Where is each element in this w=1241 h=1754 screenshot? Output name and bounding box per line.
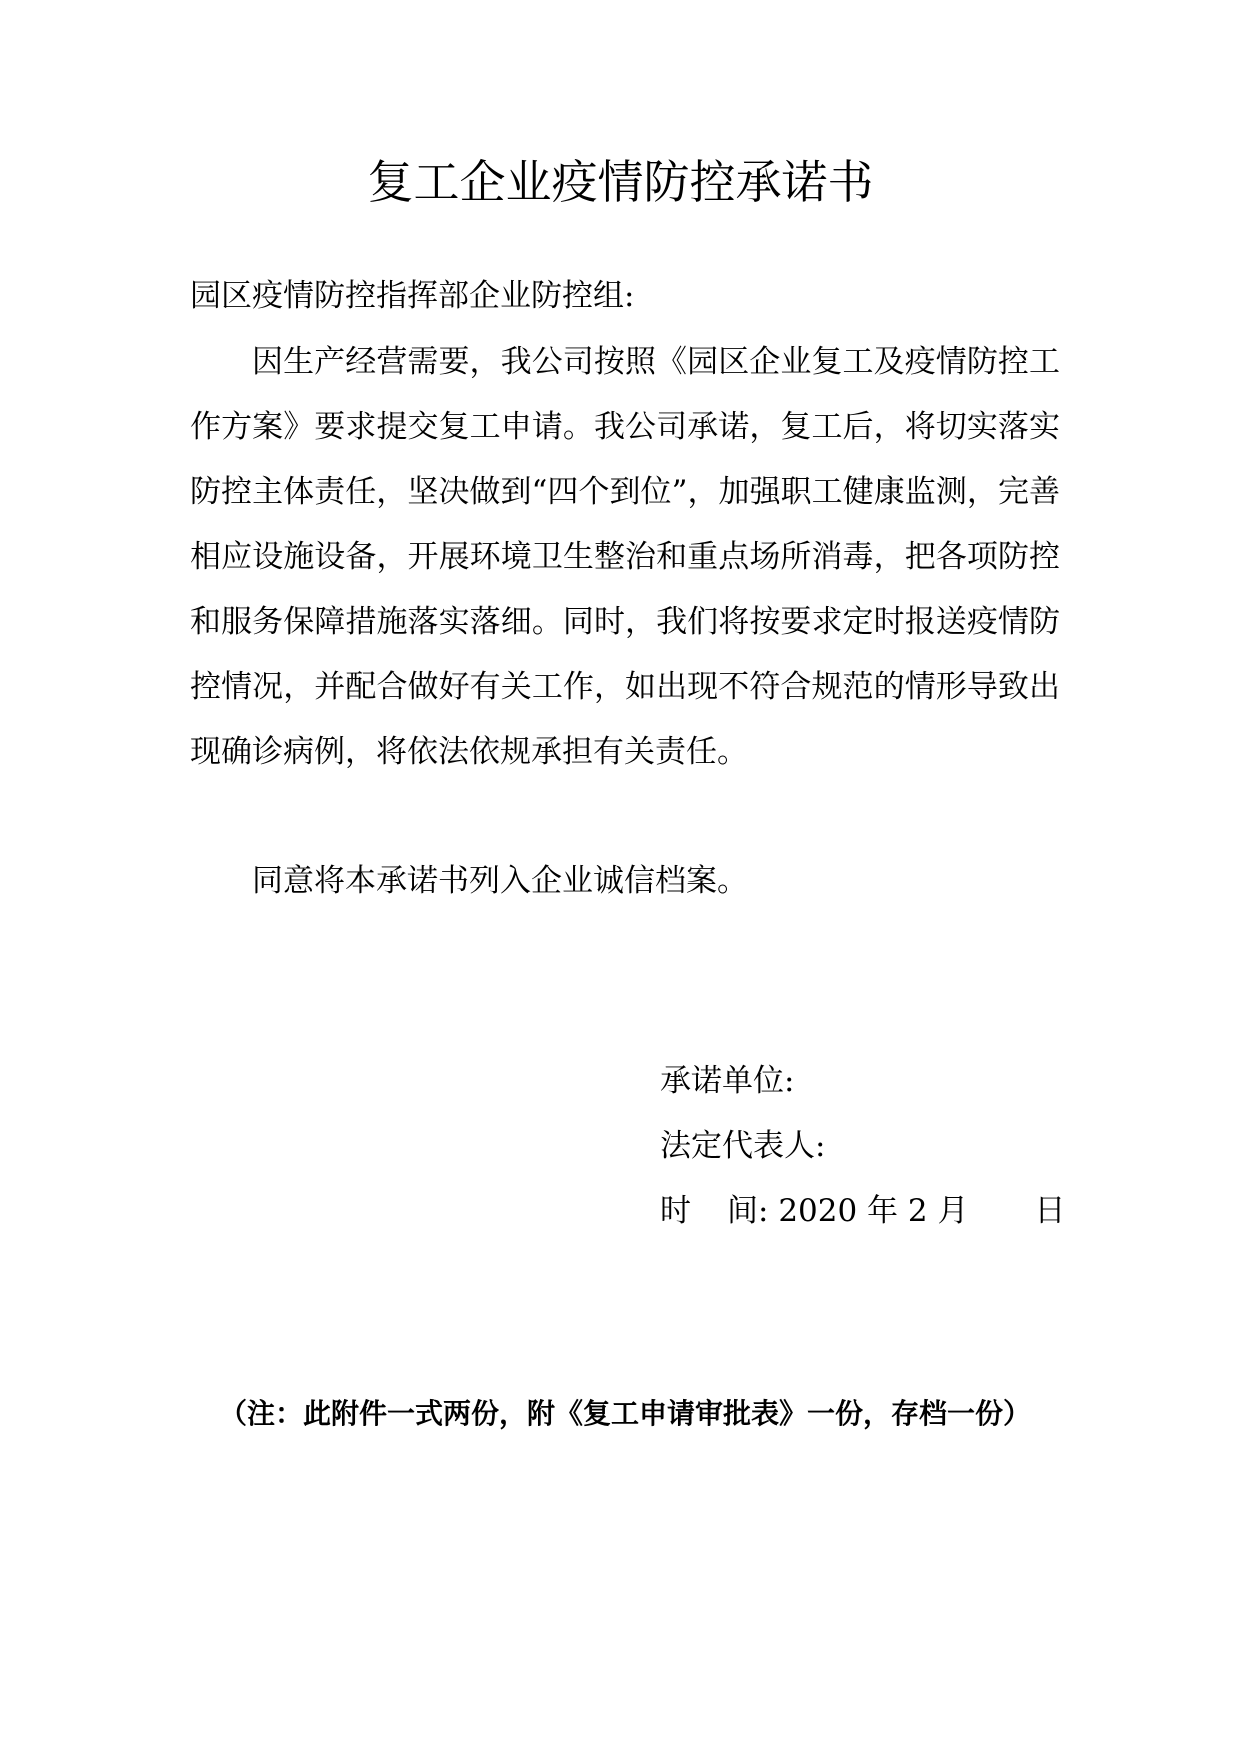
footer-note: （注：此附件一式两份，附《复工申请审批表》一份，存档一份） xyxy=(218,1397,1031,1430)
signature-time-line xyxy=(660,1185,1066,1237)
day-label: 日 xyxy=(1034,1193,1066,1229)
body-paragraph: 因生产经营需要，我公司按照《园区企业复工及疫情防控工作方案》要求提交复工申请。我公司承诺，复工后，将切实落实防控主体责任，坚决做到“四个到位”，加强职工健康监测，完善相应设施设备，开展环境卫生整治和重点场所消毒，把各项防控和服务保障措施落实落细。同时，我们将按要求定时报送疫情防控情况，并配合做好有关工作，如出现不符合规范的情形导致出现确诊病例，将依法依规承担有关责任。 xyxy=(190,344,1060,770)
document-title: 复工企业疫情防控承诺书 xyxy=(367,155,874,209)
agreement-paragraph: 同意将本承诺书列入企业诚信档案。 xyxy=(252,863,748,899)
signature-rep-line xyxy=(660,1120,825,1172)
time-label-second: 间: xyxy=(727,1193,769,1229)
unit-label: 承诺单位: xyxy=(660,1063,795,1099)
salutation: 园区疫情防控指挥部企业防控组: xyxy=(190,278,635,314)
time-label-first: 时 xyxy=(660,1193,691,1229)
representative-label: 法定代表人: xyxy=(660,1128,826,1164)
signature-unit-line xyxy=(660,1055,794,1107)
date-value: 2020 年 2 月 xyxy=(778,1193,969,1229)
